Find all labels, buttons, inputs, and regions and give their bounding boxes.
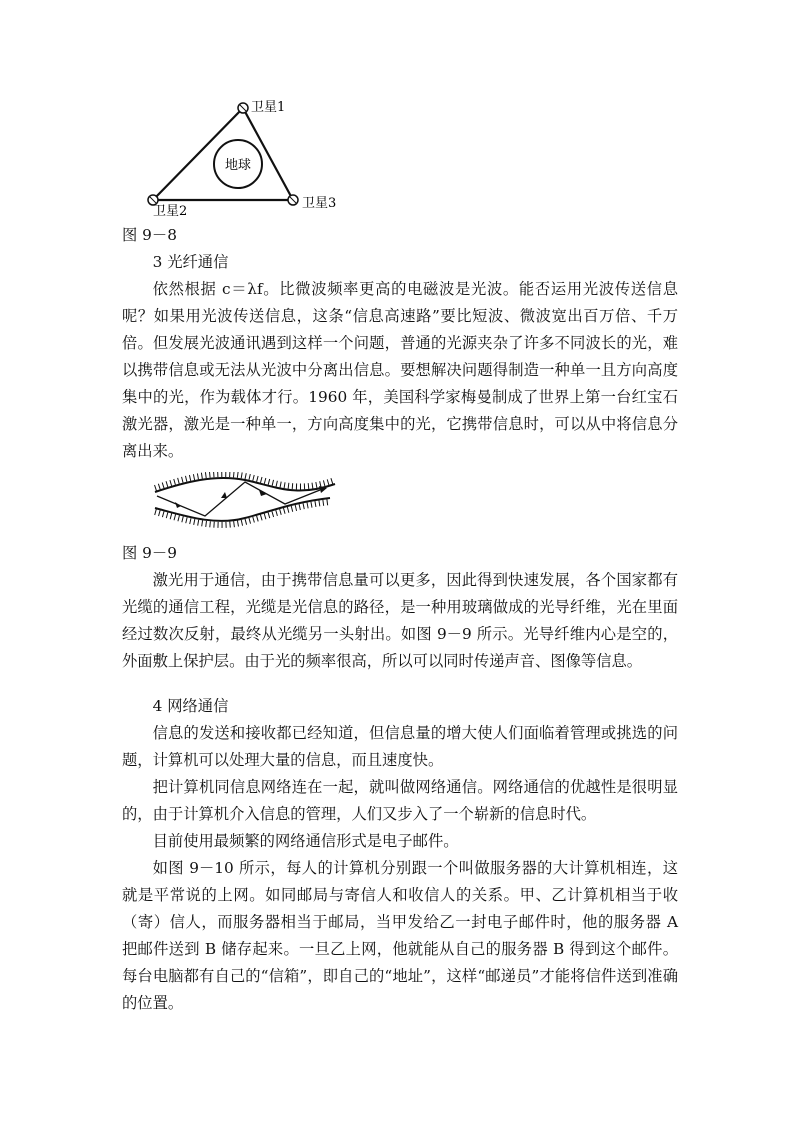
ray-arrow-2 (221, 492, 227, 498)
section-4 (122, 693, 678, 1017)
satellite-3-label: 卫星3 (302, 196, 337, 211)
light-ray-path (157, 482, 320, 516)
section-3-continued-paragraph: 激光用于通信，由于携带信息量可以更多，因此得到快速发展，各个国家都有光缆的通信工程，光缆是光信息的路径，是一种用玻璃做成的光导纤维，光在里面经过数次反射，最终从光缆另一头射出。如图 9－9 所示。光导纤维内心是空的，外面敷上保护层。由于光的频率很高，所以可以同时传递声音、图像等信息。 (122, 571, 678, 670)
satellite-2-label: 卫星2 (153, 204, 188, 216)
satellite-triangle (153, 108, 293, 200)
section-3-heading: 3 光纤通信 (152, 253, 229, 271)
figure-9-8-caption: 图 9－8 (122, 226, 177, 244)
satellite-diagram (145, 96, 365, 216)
section-3-continued (122, 567, 678, 675)
fiber-lower-wall (155, 498, 330, 521)
section-3-paragraph: 依然根据 c＝λf。比微波频率更高的电磁波是光波。能否运用光波传送信息呢？如果用光波传送信息，这条“信息高速路”要比短波、微波宽出百万倍、千万倍。但发展光波通讯遇到这样一个问题，普通的光源夹杂了许多不同波长的光，难以携带信息或无法从光波中分离出信息。要想解决问题得制造一种单一且方向高度集中的光，作为载体才行。1960 年，美国科学家梅曼制成了世界上第一台红宝石激光器，激光是一种单一，方向高度集中的光，它携带信息时，可以从中将信息分离出来。 (122, 280, 678, 460)
section-4-heading: 4 网络通信 (152, 697, 229, 715)
section-3 (122, 249, 678, 465)
section-4-paragraph-4: 如图 9－10 所示，每人的计算机分别跟一个叫做服务器的大计算机相连，这就是平常说的上网。如同邮局与寄信人和收信人的关系。甲、乙计算机相当于收（寄）信人，而服务器相当于邮局，当甲发给乙一封电子邮件时，他的服务器 A 把邮件送到 B 储存起来。一旦乙上网，他就能从自己的服务器 B 得到这个邮件。每台电脑都有自己的“信箱”，即自己的“地址”，这样“邮递员”才能将信件送到准确的位置。 (122, 859, 678, 1012)
section-4-paragraph-3: 目前使用最频繁的网络通信形式是电子邮件。 (152, 832, 459, 850)
earth-label: 地球 (224, 158, 252, 173)
section-4-paragraph-1: 信息的发送和接收都已经知道，但信息量的增大使人们面临着管理或挑选的问题，计算机可以处理大量的信息，而且速度快。 (122, 724, 678, 769)
figure-9-9-caption: 图 9－9 (122, 544, 177, 562)
optical-fiber-diagram (145, 472, 345, 532)
section-4-paragraph-2: 把计算机同信息网络连在一起，就叫做网络通信。网络通信的优越性是很明显的，由于计算机介入信息的管理，人们又步入了一个崭新的信息时代。 (122, 778, 678, 823)
satellite-1-label: 卫星1 (251, 100, 286, 115)
